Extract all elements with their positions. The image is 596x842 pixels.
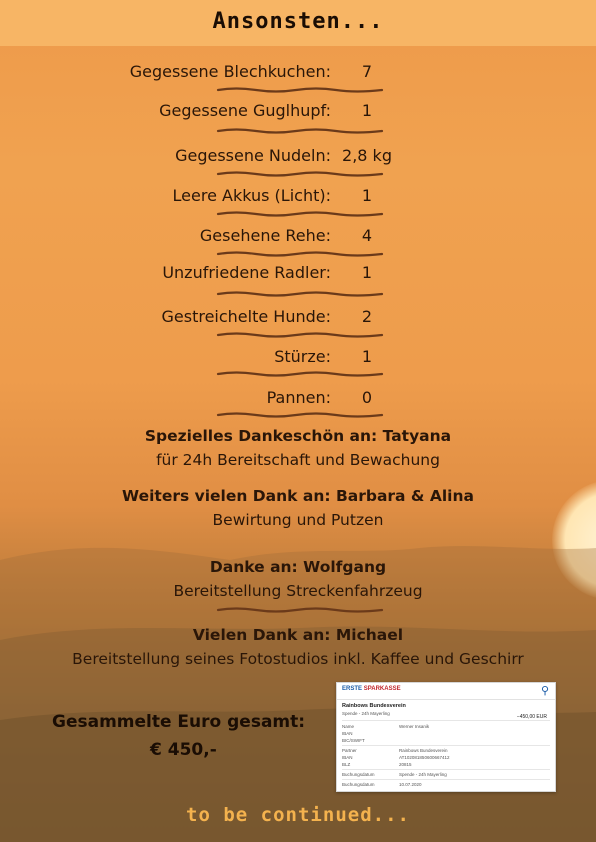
thanks-block — [0, 427, 596, 469]
receipt-key: Partner — [342, 748, 357, 753]
divider-squiggle — [216, 370, 384, 378]
thanks-heading: Weiters vielen Dank an: Barbara & Alina — [122, 487, 474, 505]
receipt-value: 10.07.2020 — [399, 782, 422, 787]
stat-value: 2,8 kg — [342, 146, 392, 165]
thanks-detail: für 24h Bereitschaft und Bewachung — [156, 451, 440, 469]
divider-squiggle — [216, 86, 384, 94]
stat-value: 1 — [361, 347, 373, 366]
receipt-key: BIC/SWIFT — [342, 738, 365, 743]
stat-label: Gegessene Nudeln: — [175, 146, 331, 165]
receipt-amount: −450,00 EUR — [516, 714, 547, 720]
receipt-value: Spende - 24h Mayerling — [399, 772, 447, 777]
receipt-value: Rainbows Bundesverein — [399, 748, 448, 753]
thanks-detail: Bereitstellung Streckenfahrzeug — [173, 582, 423, 600]
receipt-key: Buchungsdatum — [342, 772, 375, 777]
thanks-detail: Bereitstellung seines Fotostudios inkl. Kaffee und Geschirr — [72, 650, 524, 668]
receipt-key: Name — [342, 724, 355, 729]
george-icon: ⚲ — [540, 685, 549, 697]
thanks-block — [0, 487, 596, 529]
receipt-key: BLZ — [342, 762, 351, 767]
divider-squiggle — [216, 606, 384, 614]
divider-squiggle — [216, 331, 384, 339]
receipt-header — [337, 683, 555, 700]
receipt-key: Buchungsdatum — [342, 782, 375, 787]
bank-name-b: SPARKASSE — [363, 686, 401, 692]
receipt-value: AT102081850600667412 — [399, 755, 450, 760]
divider-squiggle — [216, 290, 384, 298]
stat-label: Leere Akkus (Licht): — [172, 186, 331, 205]
footer-text: to be continued... — [186, 804, 410, 826]
receipt-key: IBAN — [342, 755, 353, 760]
receipt-subject: Spende - 24h Mayerling — [342, 711, 390, 716]
stat-label: Pannen: — [266, 388, 331, 407]
stat-row — [0, 263, 596, 293]
stat-value: 7 — [361, 62, 373, 81]
stat-value: 2 — [361, 307, 373, 326]
receipt-key: IBAN — [342, 731, 353, 736]
receipt-payee: Rainbows Bundesverein — [342, 703, 406, 709]
stat-value: 0 — [361, 388, 373, 407]
thanks-heading: Spezielles Dankeschön an: Tatyana — [144, 427, 452, 445]
receipt-value: 20815 — [399, 762, 412, 767]
receipt-value: Werner Insanik — [399, 724, 430, 729]
divider-squiggle — [216, 210, 384, 218]
stat-value: 4 — [361, 226, 373, 245]
divider-squiggle — [216, 170, 384, 178]
receipt-divider — [342, 720, 550, 721]
stat-value: 1 — [361, 186, 373, 205]
thanks-heading: Danke an: Wolfgang — [209, 558, 387, 576]
bank-logo — [342, 686, 401, 692]
total-label: Gesammelte Euro gesamt: — [52, 712, 306, 732]
total-value: € 450,- — [150, 740, 217, 760]
receipt-divider — [342, 745, 550, 746]
receipt-divider — [342, 779, 550, 780]
divider-squiggle — [216, 411, 384, 419]
page-title: Ansonsten... — [212, 9, 384, 34]
divider-squiggle — [216, 250, 384, 258]
receipt-divider — [342, 769, 550, 770]
thanks-block — [0, 626, 596, 668]
bank-name-a: ERSTE — [342, 686, 363, 692]
stat-label: Unzufriedene Radler: — [162, 263, 331, 282]
bank-receipt — [336, 682, 556, 792]
thanks-heading: Vielen Dank an: Michael — [192, 626, 404, 644]
thanks-detail: Bewirtung und Putzen — [212, 511, 384, 529]
stat-label: Stürze: — [274, 347, 331, 366]
stat-label: Gegessene Guglhupf: — [159, 101, 331, 120]
stat-value: 1 — [361, 101, 373, 120]
divider-squiggle — [216, 127, 384, 135]
stat-value: 1 — [361, 263, 373, 282]
stat-label: Gestreichelte Hunde: — [161, 307, 331, 326]
stat-label: Gesehene Rehe: — [199, 226, 331, 245]
stat-label: Gegessene Blechkuchen: — [129, 62, 331, 81]
thanks-block — [0, 558, 596, 600]
